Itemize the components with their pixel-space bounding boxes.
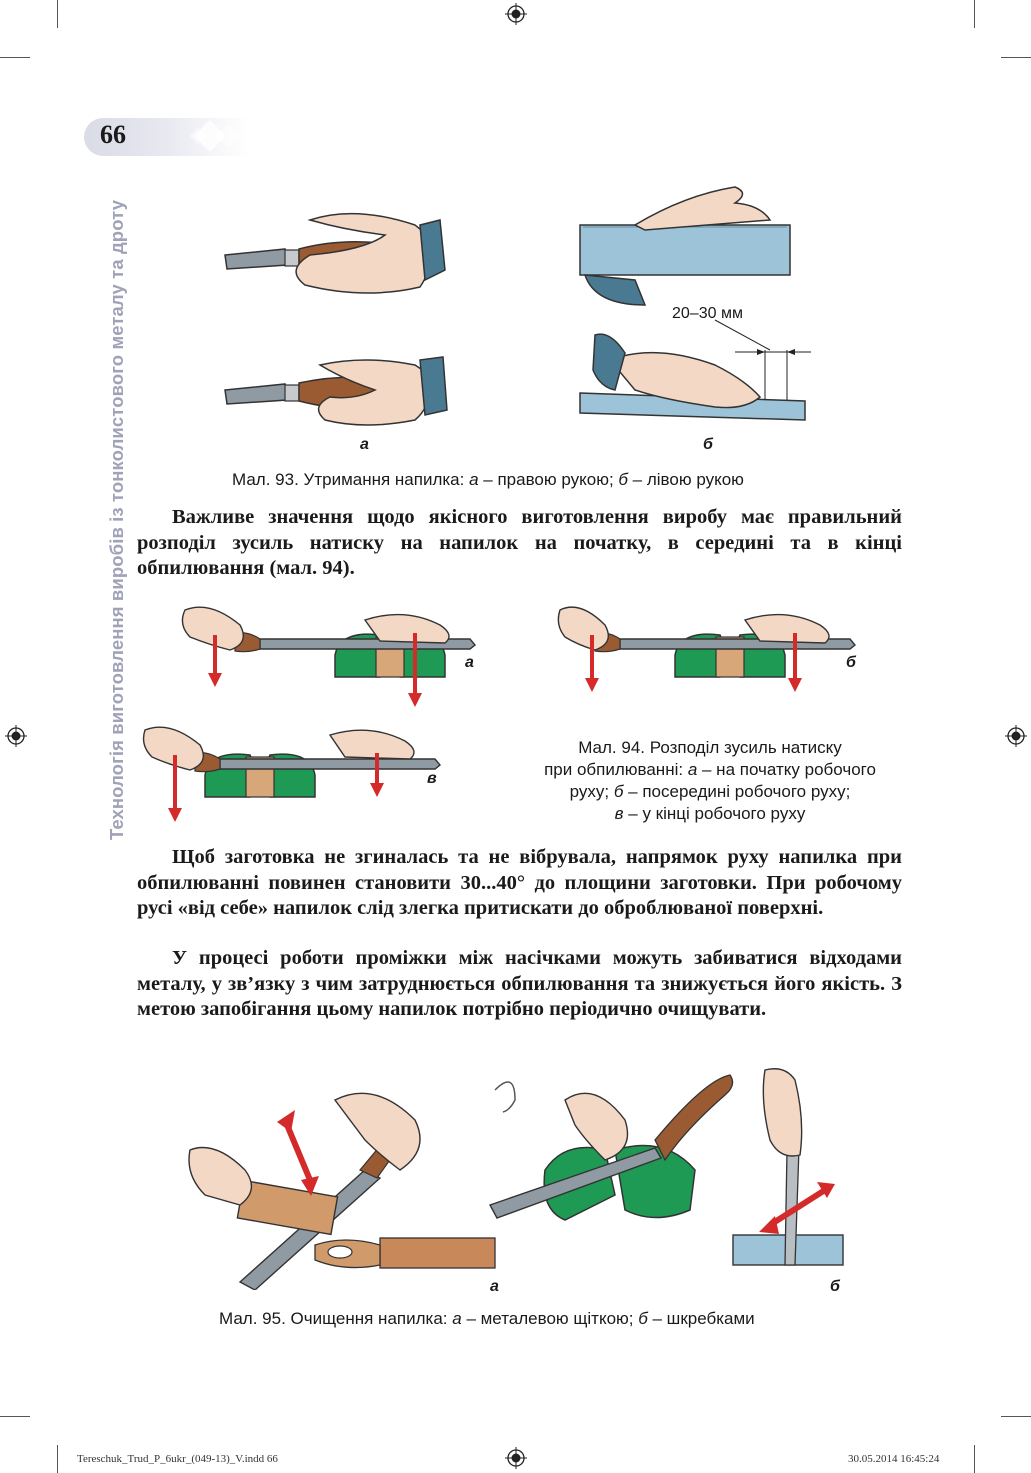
paragraph-1: Важливе значення щодо якісного виготовлення виробу має правильний розподіл зусиль натиску на напилок на початку, в середині та в кінці обпилювання (мал. 94). [137, 506, 902, 579]
registration-mark-right [1005, 725, 1027, 747]
fig93-label-a: а [360, 436, 369, 453]
paragraph-3: У процесі роботи проміжки між насічками можуть забиватися відходами металу, у зв’язку з чим затруднюється обпилювання та знижується його якість. З метою запобігання цьому напилок потрібно періодично очищувати. [137, 947, 902, 1020]
fig93-b-top [580, 187, 790, 305]
crop-mark-top-right-h [1001, 57, 1031, 58]
fig95-label-a: а [490, 1278, 499, 1295]
fig93-label-b: б [703, 436, 713, 453]
figure-95-illustration [185, 1060, 850, 1290]
footer-datetime: 30.05.2014 16:45:24 [848, 1453, 940, 1465]
crop-mark-bottom-left-h [0, 1416, 30, 1417]
fig95-label-b: б [830, 1278, 840, 1295]
fig93-caption: Мал. 93. Утримання напилка: а – правою рукою; б – лівою рукою [232, 470, 744, 489]
crop-mark-top-left-h [0, 57, 30, 58]
diamond-ornament [180, 118, 250, 158]
fig94-caption: Мал. 94. Розподіл зусиль натиску при обпилюванні: а – на початку робочого руху; б – посередині робочого руху; в – у кінці робочого руху [544, 738, 876, 823]
fig94-label-v: в [427, 770, 437, 787]
fig95-b-scraper [733, 1069, 843, 1265]
crop-mark-top-left-v [57, 0, 58, 28]
crop-mark-bottom-right-h [1001, 1416, 1031, 1417]
fig94-a [182, 607, 475, 707]
fig95-caption: Мал. 95. Очищення напилка: а – металевою щіткою; б – шкребками [219, 1309, 755, 1328]
fig95-a-brush [189, 1093, 495, 1290]
registration-mark-left [5, 725, 27, 747]
fig93-a-top-hand [225, 214, 445, 293]
fig94-label-a: а [465, 654, 474, 671]
section-side-title: Технологія виготовлення виробів із тонколистового металу та дроту [106, 199, 127, 841]
footer-file-name: Tereschuk_Trud_P_6ukr_(049-13)_V.indd 66 [77, 1453, 278, 1465]
fig93-a-bottom-hand [225, 357, 447, 425]
crop-mark-top-right-v [974, 0, 975, 28]
fig94-b [558, 607, 855, 692]
page-number: 66 [100, 120, 126, 149]
fig93-b-bottom [580, 320, 811, 420]
crop-mark-bottom-left-v [57, 1445, 58, 1473]
registration-mark-bottom [505, 1447, 527, 1469]
paragraph-2: Щоб заготовка не згиналась та не вібрувала, напрямок руху напилка при обпилюванні повинен становити 30...40° до площини заготовки. При робочому русі «від себе» напилок слід злегка притискати до оброблюваної поверхні. [137, 846, 902, 919]
fig94-label-b: б [846, 654, 856, 671]
fig93-dimension-label: 20–30 мм [672, 305, 743, 322]
fig94-v [144, 727, 440, 822]
fig95-a-vise [490, 1075, 733, 1220]
crop-mark-bottom-right-v [974, 1445, 975, 1473]
registration-mark-top [505, 3, 527, 25]
